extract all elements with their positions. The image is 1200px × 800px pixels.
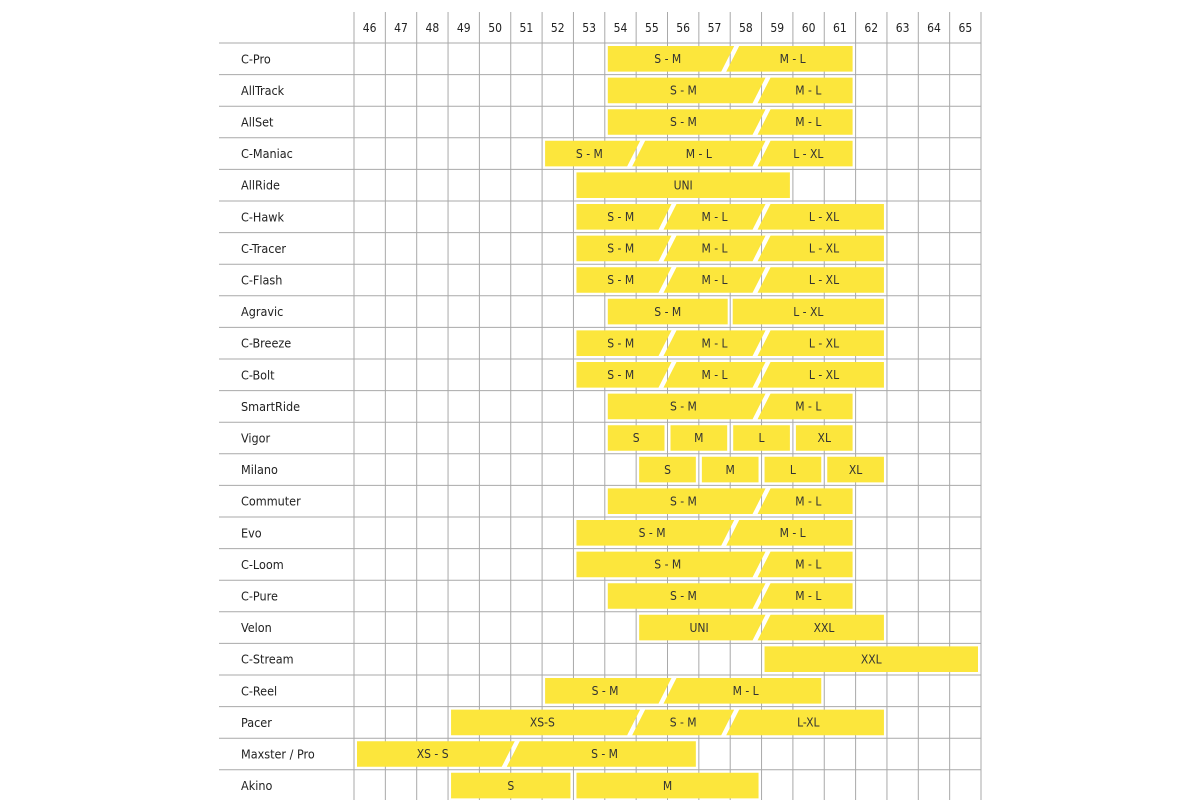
size-column-header: 61 — [833, 21, 847, 35]
size-bar-label: S - M — [669, 115, 697, 130]
size-bar-label: M - L — [795, 83, 822, 98]
size-bar-label: L - XL — [808, 273, 840, 288]
size-bar-label: S - M — [669, 589, 697, 604]
size-bar-label: S - M — [654, 557, 682, 572]
size-column-header: 57 — [707, 21, 722, 35]
size-bar-label: M — [694, 431, 704, 446]
size-bar-label: UNI — [689, 620, 709, 635]
size-bar-label: M - L — [701, 368, 728, 382]
model-label: C-Stream — [241, 651, 294, 667]
size-bar-label: XXL — [813, 620, 835, 635]
size-column-header: 62 — [864, 21, 879, 35]
size-bar-label: S - M — [669, 83, 697, 98]
model-label: SmartRide — [241, 398, 301, 414]
size-bar-label: M - L — [795, 399, 822, 414]
size-bar-label: XXL — [860, 652, 882, 667]
size-bar-label: S - M — [669, 494, 697, 509]
size-column-header: 53 — [582, 21, 596, 35]
model-label: C-Tracer — [241, 240, 287, 256]
size-bar-label: L - XL — [808, 241, 840, 256]
size-bar-label: M - L — [795, 557, 822, 572]
size-column-header: 49 — [456, 21, 471, 35]
size-column-header: 56 — [676, 21, 691, 35]
model-label: Milano — [241, 462, 278, 478]
size-bar-label: S - M — [591, 684, 619, 698]
size-bar-label: S - M — [607, 241, 635, 256]
size-bar-label: M — [725, 462, 735, 477]
size-bar-label: M - L — [685, 146, 712, 161]
size-column-header: 65 — [958, 21, 973, 35]
size-bar-label: S - M — [607, 368, 635, 382]
size-bar-label: M - L — [795, 494, 822, 509]
size-bar-label: S - M — [669, 715, 697, 730]
model-label: Maxster / Pro — [241, 746, 315, 762]
size-bar-label: M - L — [779, 52, 806, 66]
size-column-header: 64 — [927, 21, 941, 35]
size-column-header: 55 — [644, 21, 659, 35]
model-label: C-Bolt — [241, 367, 275, 383]
size-bar-label: S — [632, 431, 640, 446]
size-bar-label: S - M — [607, 336, 635, 351]
model-label: C-Pro — [241, 51, 271, 67]
size-column-header: 52 — [550, 21, 565, 35]
size-bar-label: M - L — [701, 336, 728, 351]
size-bar-label: L - XL — [793, 304, 824, 319]
size-bar-label: M - L — [701, 210, 728, 224]
size-bar-label: S - M — [575, 146, 603, 161]
size-bar-label: L — [789, 462, 796, 477]
model-label: Velon — [241, 620, 272, 636]
model-label: Akino — [241, 778, 273, 794]
size-bar-label: S - M — [638, 526, 666, 540]
size-bar-label: XS-S — [529, 715, 555, 730]
model-label: Pacer — [241, 714, 272, 730]
size-column-header: 63 — [895, 21, 910, 35]
model-label: C-Hawk — [241, 209, 284, 225]
size-bar-label: L-XL — [797, 715, 820, 730]
size-bar-label: M - L — [701, 241, 728, 256]
size-bar-label: L — [758, 431, 765, 446]
size-bar-label: XL — [848, 462, 863, 477]
size-bar-label: M - L — [795, 589, 822, 604]
size-bar-label: S - M — [607, 273, 635, 288]
size-column-header: 59 — [770, 21, 785, 35]
size-column-header: 58 — [739, 21, 753, 35]
size-bar-label: S - M — [591, 747, 619, 762]
model-label: Evo — [241, 525, 262, 541]
size-bar-label: M - L — [795, 115, 822, 130]
size-bar-label: S - M — [654, 52, 682, 66]
model-label: C-Reel — [241, 683, 278, 699]
size-bar-label: S - M — [654, 304, 682, 319]
size-column-header: 48 — [425, 21, 440, 35]
size-bar-label: L - XL — [808, 210, 840, 224]
model-label: C-Maniac — [241, 146, 293, 162]
size-bar-label: S — [664, 462, 671, 477]
size-bar-label: UNI — [673, 178, 693, 193]
model-label: AllSet — [241, 114, 274, 130]
model-label: AllTrack — [241, 82, 285, 98]
size-column-header: 50 — [488, 21, 502, 35]
model-label: Commuter — [241, 493, 301, 509]
size-bar-label: M — [662, 778, 673, 793]
size-bar-label: M - L — [732, 684, 759, 698]
size-bar-label: S — [507, 778, 515, 793]
size-column-header: 60 — [801, 21, 816, 35]
size-bar-label: L - XL — [793, 146, 824, 161]
size-bar-label: XS - S — [416, 747, 449, 762]
model-label: C-Breeze — [241, 335, 292, 351]
model-label: AllRide — [241, 177, 280, 193]
size-column-header: 54 — [613, 21, 628, 35]
size-bar-label: M - L — [779, 526, 806, 540]
size-bar-label: L - XL — [808, 368, 840, 382]
model-label: C-Flash — [241, 272, 283, 288]
size-bar-label: XL — [817, 431, 831, 446]
model-label: C-Pure — [241, 588, 278, 604]
size-bar-label: S - M — [607, 210, 635, 224]
model-label: C-Loom — [241, 556, 284, 572]
size-column-header: 46 — [362, 21, 377, 35]
size-bar-label: S - M — [669, 399, 697, 414]
size-bar-label: M - L — [701, 273, 728, 288]
size-bar-label: L - XL — [808, 336, 840, 351]
size-column-header: 47 — [394, 21, 408, 35]
model-label: Agravic — [241, 304, 284, 320]
size-column-header: 51 — [519, 21, 534, 35]
model-label: Vigor — [241, 430, 271, 446]
